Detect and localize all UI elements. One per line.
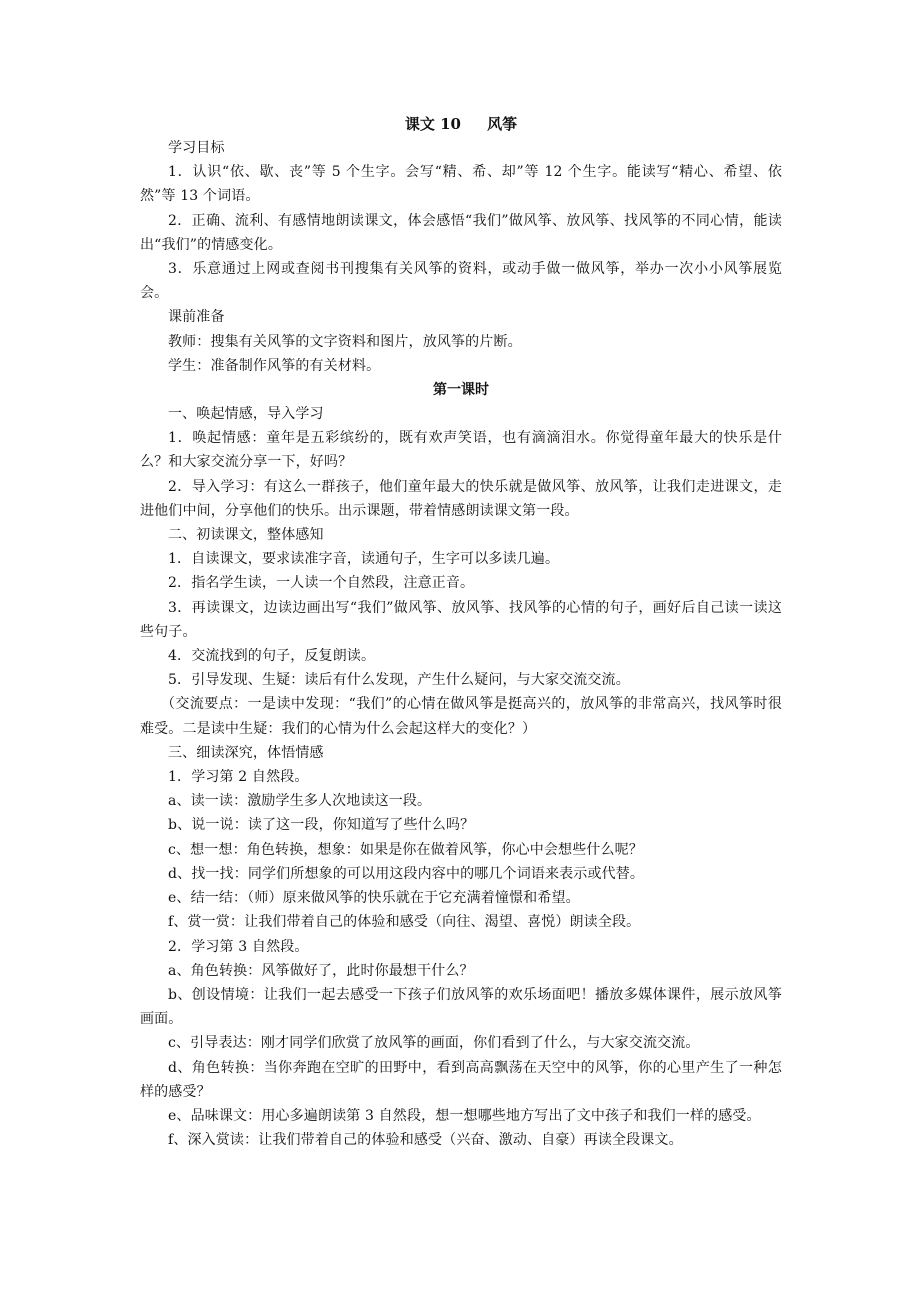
part3-item: f、赏一赏：让我们带着自己的体验和感受（向往、渴望、喜悦）朗读全段。	[168, 914, 641, 931]
goals-heading: 学习目标	[168, 140, 225, 156]
part3-item: b、创设情境：让我们一起去感受一下孩子们放风筝的欢乐场面吧！播放多媒体课件，展示放风筝画面。	[140, 986, 782, 1028]
part2-heading: 二、初读课文，整体感知	[168, 527, 324, 544]
part3-subheading: 1．学习第 2 自然段。	[168, 769, 309, 786]
part3-item: a、角色转换：风筝做好了，此时你最想干什么？	[168, 962, 474, 979]
part2-item: 5．引导发现、生疑：读后有什么发现，产生什么疑问，与大家交流交流。	[168, 672, 630, 689]
part3-item: c、想一想：角色转换，想象：如果是你在做着风筝，你心中会想些什么呢？	[168, 841, 643, 858]
part3-item: c、引导表达：刚才同学们欣赏了放风筝的画面，你们看到了什么，与大家交流交流。	[168, 1035, 700, 1052]
part2-item: 2．指名学生读，一人读一个自然段，注意正音。	[168, 575, 475, 592]
part2-item: 1．自读课文，要求读准字音，读通句子，生字可以多读几遍。	[168, 551, 560, 568]
goal-item: 2．正确、流利、有感情地朗读课文，体会感悟“我们”做风筝、放风筝、找风筝的不同心情，能读出“我们”的情感变化。	[140, 212, 782, 253]
part3-heading: 三、细读深究，体悟情感	[168, 744, 324, 761]
lesson-heading: 第一课时	[433, 382, 489, 399]
prep-heading: 课前准备	[168, 309, 225, 326]
part1-item: 1．唤起情感：童年是五彩缤纷的，既有欢声笑语，也有滴滴泪水。你觉得童年最大的快乐是什么？和大家交流分享一下，好吗？	[140, 430, 782, 471]
part3-subheading: 2．学习第 3 自然段。	[168, 938, 309, 955]
part3-item: b、说一说：读了这一段，你知道写了些什么吗？	[168, 817, 475, 834]
part3-item: e、品味课文：用心多遍朗读第 3 自然段，想一想哪些地方写出了文中孩子和我们一样的感受。	[168, 1107, 761, 1124]
prep-item: 学生：准备制作风筝的有关材料。	[168, 357, 381, 374]
part2-item: 3．再读课文，边读边画出写“我们”做风筝、放风筝、找风筝的心情的句子，画好后自己读一读这些句子。	[140, 599, 782, 640]
part3-item: f、深入赏读：让我们带着自己的体验和感受（兴奋、激动、自豪）再读全段课文。	[168, 1132, 683, 1149]
part3-item: e、结一结：（师）原来做风筝的快乐就在于它充满着憧憬和希望。	[168, 890, 580, 907]
part3-item: d、找一找：同学们所想象的可以用这段内容中的哪几个词语来表示或代替。	[168, 865, 645, 882]
part3-item: a、读一读：激励学生多人次地读这一段。	[168, 793, 432, 810]
goal-item: 1．认识“依、歇、丧”等 5 个生字。会写“精、希、却”等 12 个生字。能读写“精心、希望、依然”等 13 个词语。	[140, 164, 782, 205]
part3-item: d、角色转换：当你奔跑在空旷的田野中，看到高高飘荡在天空中的风筝，你的心里产生了一种怎样的感受？	[140, 1059, 782, 1100]
part1-item: 2．导入学习：有这么一群孩子，他们童年最大的快乐就是做风筝、放风筝，让我们走进课文，走进他们中间，分享他们的快乐。出示课题，带着情感朗读课文第一段。	[140, 478, 782, 519]
part1-heading: 一、唤起情感，导入学习	[168, 406, 324, 423]
prep-item: 教师：搜集有关风筝的文字资料和图片，放风筝的片断。	[168, 333, 522, 350]
part2-note: （交流要点：一是读中发现：“我们”的心情在做风筝是挺高兴的，放风筝的非常高兴，找风筝时很难受。二是读中生疑：我们的心情为什么会起这样大的变化？）	[140, 696, 782, 737]
document-title: 课文 10 风筝	[404, 115, 518, 133]
goal-item: 3．乐意通过上网或查阅书刊搜集有关风筝的资料，或动手做一做风筝，举办一次小小风筝展览会。	[140, 261, 782, 302]
part2-item: 4．交流找到的句子，反复朗读。	[168, 648, 376, 665]
